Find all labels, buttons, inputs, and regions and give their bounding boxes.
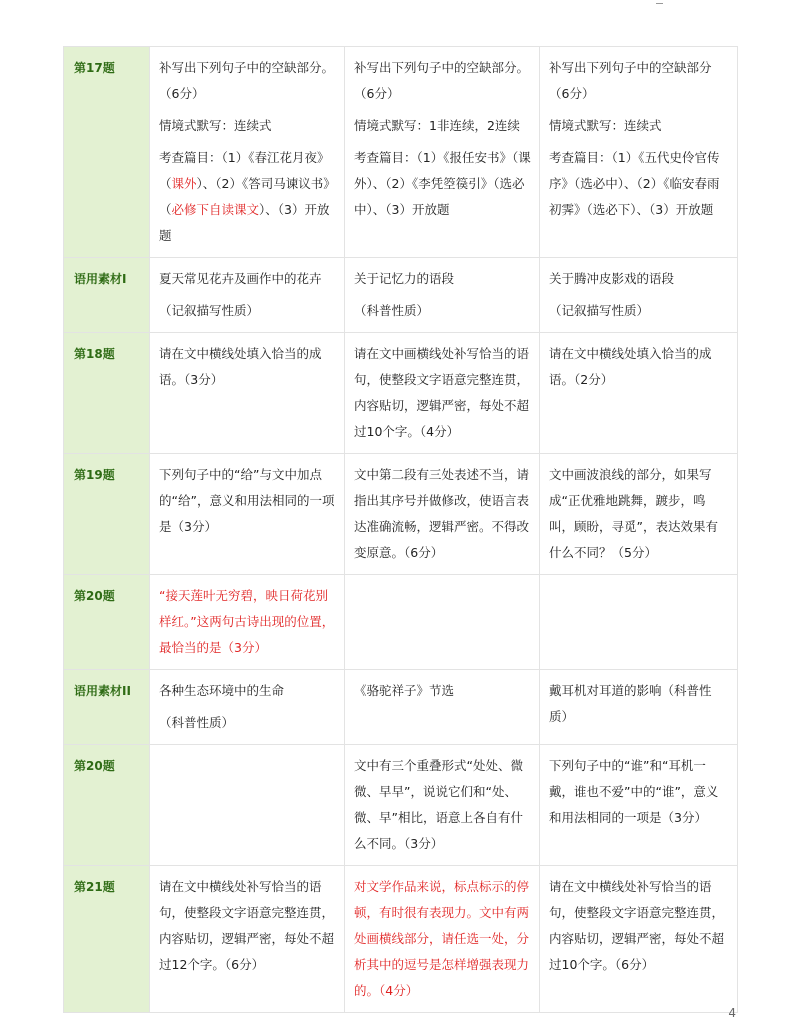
- table-row: [64, 745, 738, 866]
- table-cell: [345, 333, 540, 454]
- table-cell: [540, 258, 738, 333]
- cell-text-segment: 课外: [171, 176, 197, 191]
- cell-text: （科普性质）: [354, 303, 430, 318]
- row-label: 第18题: [64, 333, 150, 454]
- table-cell: [540, 47, 738, 258]
- cell-text: 各种生态环境中的生命: [159, 683, 285, 698]
- cell-text: 补写出下列句子中的空缺部分。（6分）: [354, 60, 530, 101]
- table-cell: [540, 745, 738, 866]
- cell-text: 请在文中横线处补写恰当的语句，使整段文字语意完整连贯，内容贴切，逻辑严密，每处不超过10个字。（6分）: [549, 879, 725, 972]
- cell-text: [549, 145, 729, 223]
- cell-text: [354, 145, 531, 223]
- table-cell: [150, 258, 345, 333]
- cell-text-segment: 考查篇目：（1）《报任安书》（课外）、（2）《李凭箜篌引》（选必中）、（3）开放题: [354, 150, 531, 217]
- cell-text: 文中画波浪线的部分，如果写成“正优雅地跳舞，踱步，鸣叫，顾盼，寻觅”，表达效果有什么不同？（5分）: [549, 467, 718, 560]
- row-label: 第17题: [64, 47, 150, 258]
- cell-text: “接天莲叶无穷碧，映日荷花别样红。”这两句古诗出现的位置，最恰当的是（3分）: [159, 588, 335, 655]
- cell-text: 补写出下列句子中的空缺部分（6分）: [549, 60, 712, 101]
- table-cell: [540, 454, 738, 575]
- table-cell: [150, 745, 345, 866]
- cell-text: 补写出下列句子中的空缺部分。（6分）: [159, 60, 335, 101]
- cell-text: 下列句子中的“给”与文中加点的“给”，意义和用法相同的一项是（3分）: [159, 467, 335, 534]
- row-label: 语用素材II: [64, 670, 150, 745]
- page-number: 4: [728, 1006, 736, 1020]
- cell-text: 对文学作品来说，标点标示的停顿，有时很有表现力。文中有两处画横线部分，请任选一处，分析其中的逗号是怎样增强表现力的。（4分）: [354, 879, 530, 998]
- cell-text: （科普性质）: [159, 715, 235, 730]
- cell-text: 文中有三个重叠形式“处处、微微、早早”，说说它们和“处、微、早”相比，语意上各自有什么不同。（3分）: [354, 758, 523, 851]
- cell-text: 《骆驼祥子》节选: [354, 683, 455, 698]
- table-cell: [345, 47, 540, 258]
- row-label: 第20题: [64, 745, 150, 866]
- row-label: 第21题: [64, 866, 150, 1013]
- cell-text: [159, 145, 336, 249]
- table-cell: [345, 454, 540, 575]
- table-cell: [150, 47, 345, 258]
- table-row: [64, 258, 738, 333]
- table-cell: [150, 333, 345, 454]
- table-cell: [540, 575, 738, 670]
- cell-text: （记叙描写性质）: [549, 303, 650, 318]
- cell-text-segment: 必修下自读课文: [171, 202, 260, 217]
- row-label: 第19题: [64, 454, 150, 575]
- cell-text: 请在文中横线处补写恰当的语句，使整段文字语意完整连贯，内容贴切，逻辑严密，每处不超过12个字。（6分）: [159, 879, 335, 972]
- cell-text: 请在文中画横线处补写恰当的语句，使整段文字语意完整连贯，内容贴切，逻辑严密，每处不超过10个字。（4分）: [354, 346, 530, 439]
- table-cell: [150, 454, 345, 575]
- cell-text: 情境式默写：连续式: [549, 118, 662, 133]
- table-cell: [540, 670, 738, 745]
- cell-text: 情境式默写：1非连续，2连续: [354, 118, 520, 133]
- table-row: [64, 670, 738, 745]
- row-label: 第20题: [64, 575, 150, 670]
- cell-text: 关于腾冲皮影戏的语段: [549, 271, 675, 286]
- cell-text-segment: ）、（2）《答司马谏议书》（: [159, 176, 336, 217]
- cell-text: 情境式默写：连续式: [159, 118, 272, 133]
- table-row: [64, 575, 738, 670]
- top-mark: [656, 0, 663, 4]
- table-cell: [540, 866, 738, 1013]
- cell-text: 请在文中横线处填入恰当的成语。（3分）: [159, 346, 322, 387]
- row-label: 语用素材I: [64, 258, 150, 333]
- table-cell: [345, 745, 540, 866]
- table-cell: [150, 575, 345, 670]
- table-row: [64, 866, 738, 1013]
- cell-text: 下列句子中的“谁”和“耳机一戴，谁也不爱”中的“谁”，意义和用法相同的一项是（3分）: [549, 758, 719, 825]
- cell-text: 戴耳机对耳道的影响（科普性质）: [549, 683, 712, 724]
- table-row: [64, 47, 738, 258]
- table-cell: [345, 258, 540, 333]
- cell-text: 请在文中横线处填入恰当的成语。（2分）: [549, 346, 712, 387]
- table-cell: [150, 670, 345, 745]
- table-cell: [345, 670, 540, 745]
- table-row: [64, 454, 738, 575]
- cell-text: 关于记忆力的语段: [354, 271, 455, 286]
- table-cell: [540, 333, 738, 454]
- cell-text: 文中第二段有三处表述不当，请指出其序号并做修改，使语言表达准确流畅，逻辑严密。不得改变原意。（6分）: [354, 467, 530, 560]
- table-cell: [150, 866, 345, 1013]
- exam-comparison-table: [63, 46, 738, 1013]
- cell-text-segment: 考查篇目：（1）《五代史伶官传序》（选必中）、（2）《临安春雨初霁》（选必下）、（3）开放题: [549, 150, 720, 217]
- cell-text: （记叙描写性质）: [159, 303, 260, 318]
- table-cell: [345, 866, 540, 1013]
- cell-text-segment: ）、（3）开放题: [159, 202, 330, 243]
- cell-text: 夏天常见花卉及画作中的花卉: [159, 271, 322, 286]
- table-cell: [345, 575, 540, 670]
- table-row: [64, 333, 738, 454]
- cell-text-segment: 考查篇目：（1）《春江花月夜》（: [159, 150, 330, 191]
